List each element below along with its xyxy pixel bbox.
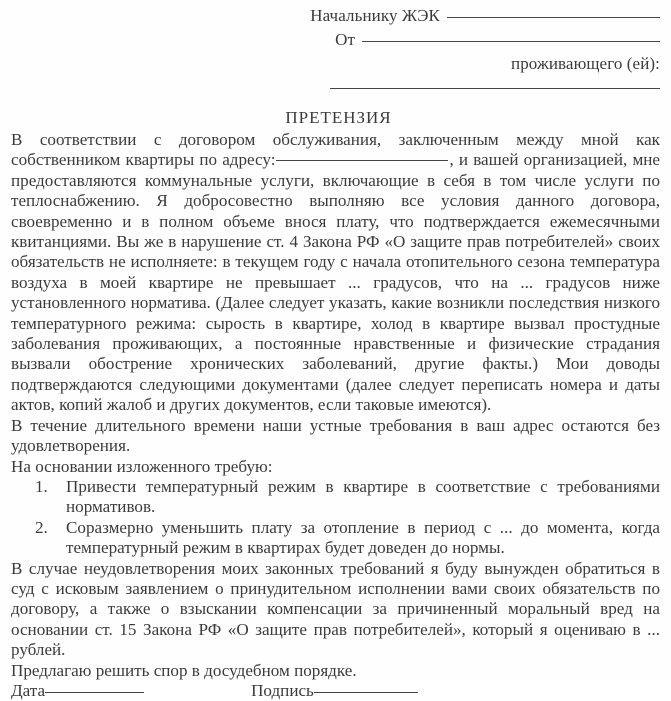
fill-in-rule-date[interactable] bbox=[45, 692, 144, 693]
list-item-text: Соразмерно уменьшить плату за отопление в период с ... до момента, когда температурный режим в квартирах будет доведен до нормы. bbox=[66, 517, 660, 558]
addressee-line-resident bbox=[11, 54, 660, 78]
paragraph-contract-intro-part1: В соответствии с договором обслуживания, заключенным между мной как собственником квартиры по адресу: bbox=[11, 130, 660, 170]
addressee-resident-label: проживающего (ей): bbox=[511, 54, 660, 73]
list-item bbox=[11, 518, 660, 559]
signature-label: Подпись bbox=[251, 680, 314, 700]
addressee-line-manager bbox=[11, 6, 660, 30]
paragraph-contract-intro bbox=[11, 130, 660, 416]
signature-field bbox=[251, 681, 418, 701]
signature-row bbox=[11, 681, 660, 701]
list-item-marker: 1. bbox=[35, 476, 48, 496]
list-item bbox=[11, 477, 660, 518]
fill-in-rule-address[interactable] bbox=[276, 160, 448, 161]
paragraph-pretrial-offer: Предлагаю решить спор в досудебном порядке. bbox=[11, 660, 357, 680]
addressee-from-label: От bbox=[335, 30, 355, 49]
addressee-line-from bbox=[11, 30, 660, 54]
fill-in-rule-resident[interactable] bbox=[330, 88, 660, 89]
date-field bbox=[11, 681, 144, 701]
demands-list bbox=[11, 477, 660, 559]
paragraph-contract-intro-part2: , и вашей организацией, мне предоставляются коммунальные услуги, включающие в себя в том числе услуги по теплоснабжению. Я добросовестно выполняю все условия данного договора, своевременно и в полном объеме внося плату, что подтверждается ежемесячными квитанциями. Вы же в нарушение ст. 4 Закона РФ «О защите прав потребителей» своих обязательств не исполняете: в текущем году с начала отопительного сезона температура воздуха в моей квартире не превышает ... градусов, что на ... градусов ниже установленного норматива. (Далее следует указать, какие возникли последствия низкого температурного режима: сырость в квартире, холод в квартире вызвал простудные заболевания проживающих, а постоянные нравственные и физические страдания вызвали обострение хронических заболеваний, другие факты.) Мои доводы подтверждаются следующими документами (далее следует переписать номера и даты актов, копий жалоб и других документов, если таковые имеются). bbox=[11, 150, 660, 415]
list-item-marker: 2. bbox=[35, 517, 48, 537]
paragraph-court-warning: В случае неудовлетворения моих законных требований я буду вынужден обратиться в суд с исковым заявлением о принудительном исполнении вами своих обязательств по договору, а также о взыскании компенсации за причиненный моральный вред на основании ст. 15 Закона РФ «О защите прав потребителей», который я оцениваю в ... рублей. bbox=[11, 558, 660, 660]
fill-in-rule-from[interactable] bbox=[362, 41, 660, 42]
list-item-text: Привести температурный режим в квартире в соответствие с требованиями нормативов. bbox=[66, 476, 660, 517]
date-label: Дата bbox=[11, 680, 46, 700]
addressee-manager-label: Начальнику ЖЭК bbox=[310, 6, 440, 25]
addressee-header bbox=[11, 0, 660, 104]
paragraph-oral-demands: В течение длительного времени наши устные требования в ваш адрес остаются без удовлетворения. bbox=[11, 415, 660, 456]
fill-in-rule-manager[interactable] bbox=[447, 17, 660, 18]
page-title: ПРЕТЕНЗИЯ bbox=[285, 108, 392, 127]
fill-in-rule-signature[interactable] bbox=[314, 692, 418, 693]
paragraph-demand-leadin: На основании изложенного требую: bbox=[11, 456, 273, 476]
addressee-line-resident-blank bbox=[11, 78, 660, 104]
